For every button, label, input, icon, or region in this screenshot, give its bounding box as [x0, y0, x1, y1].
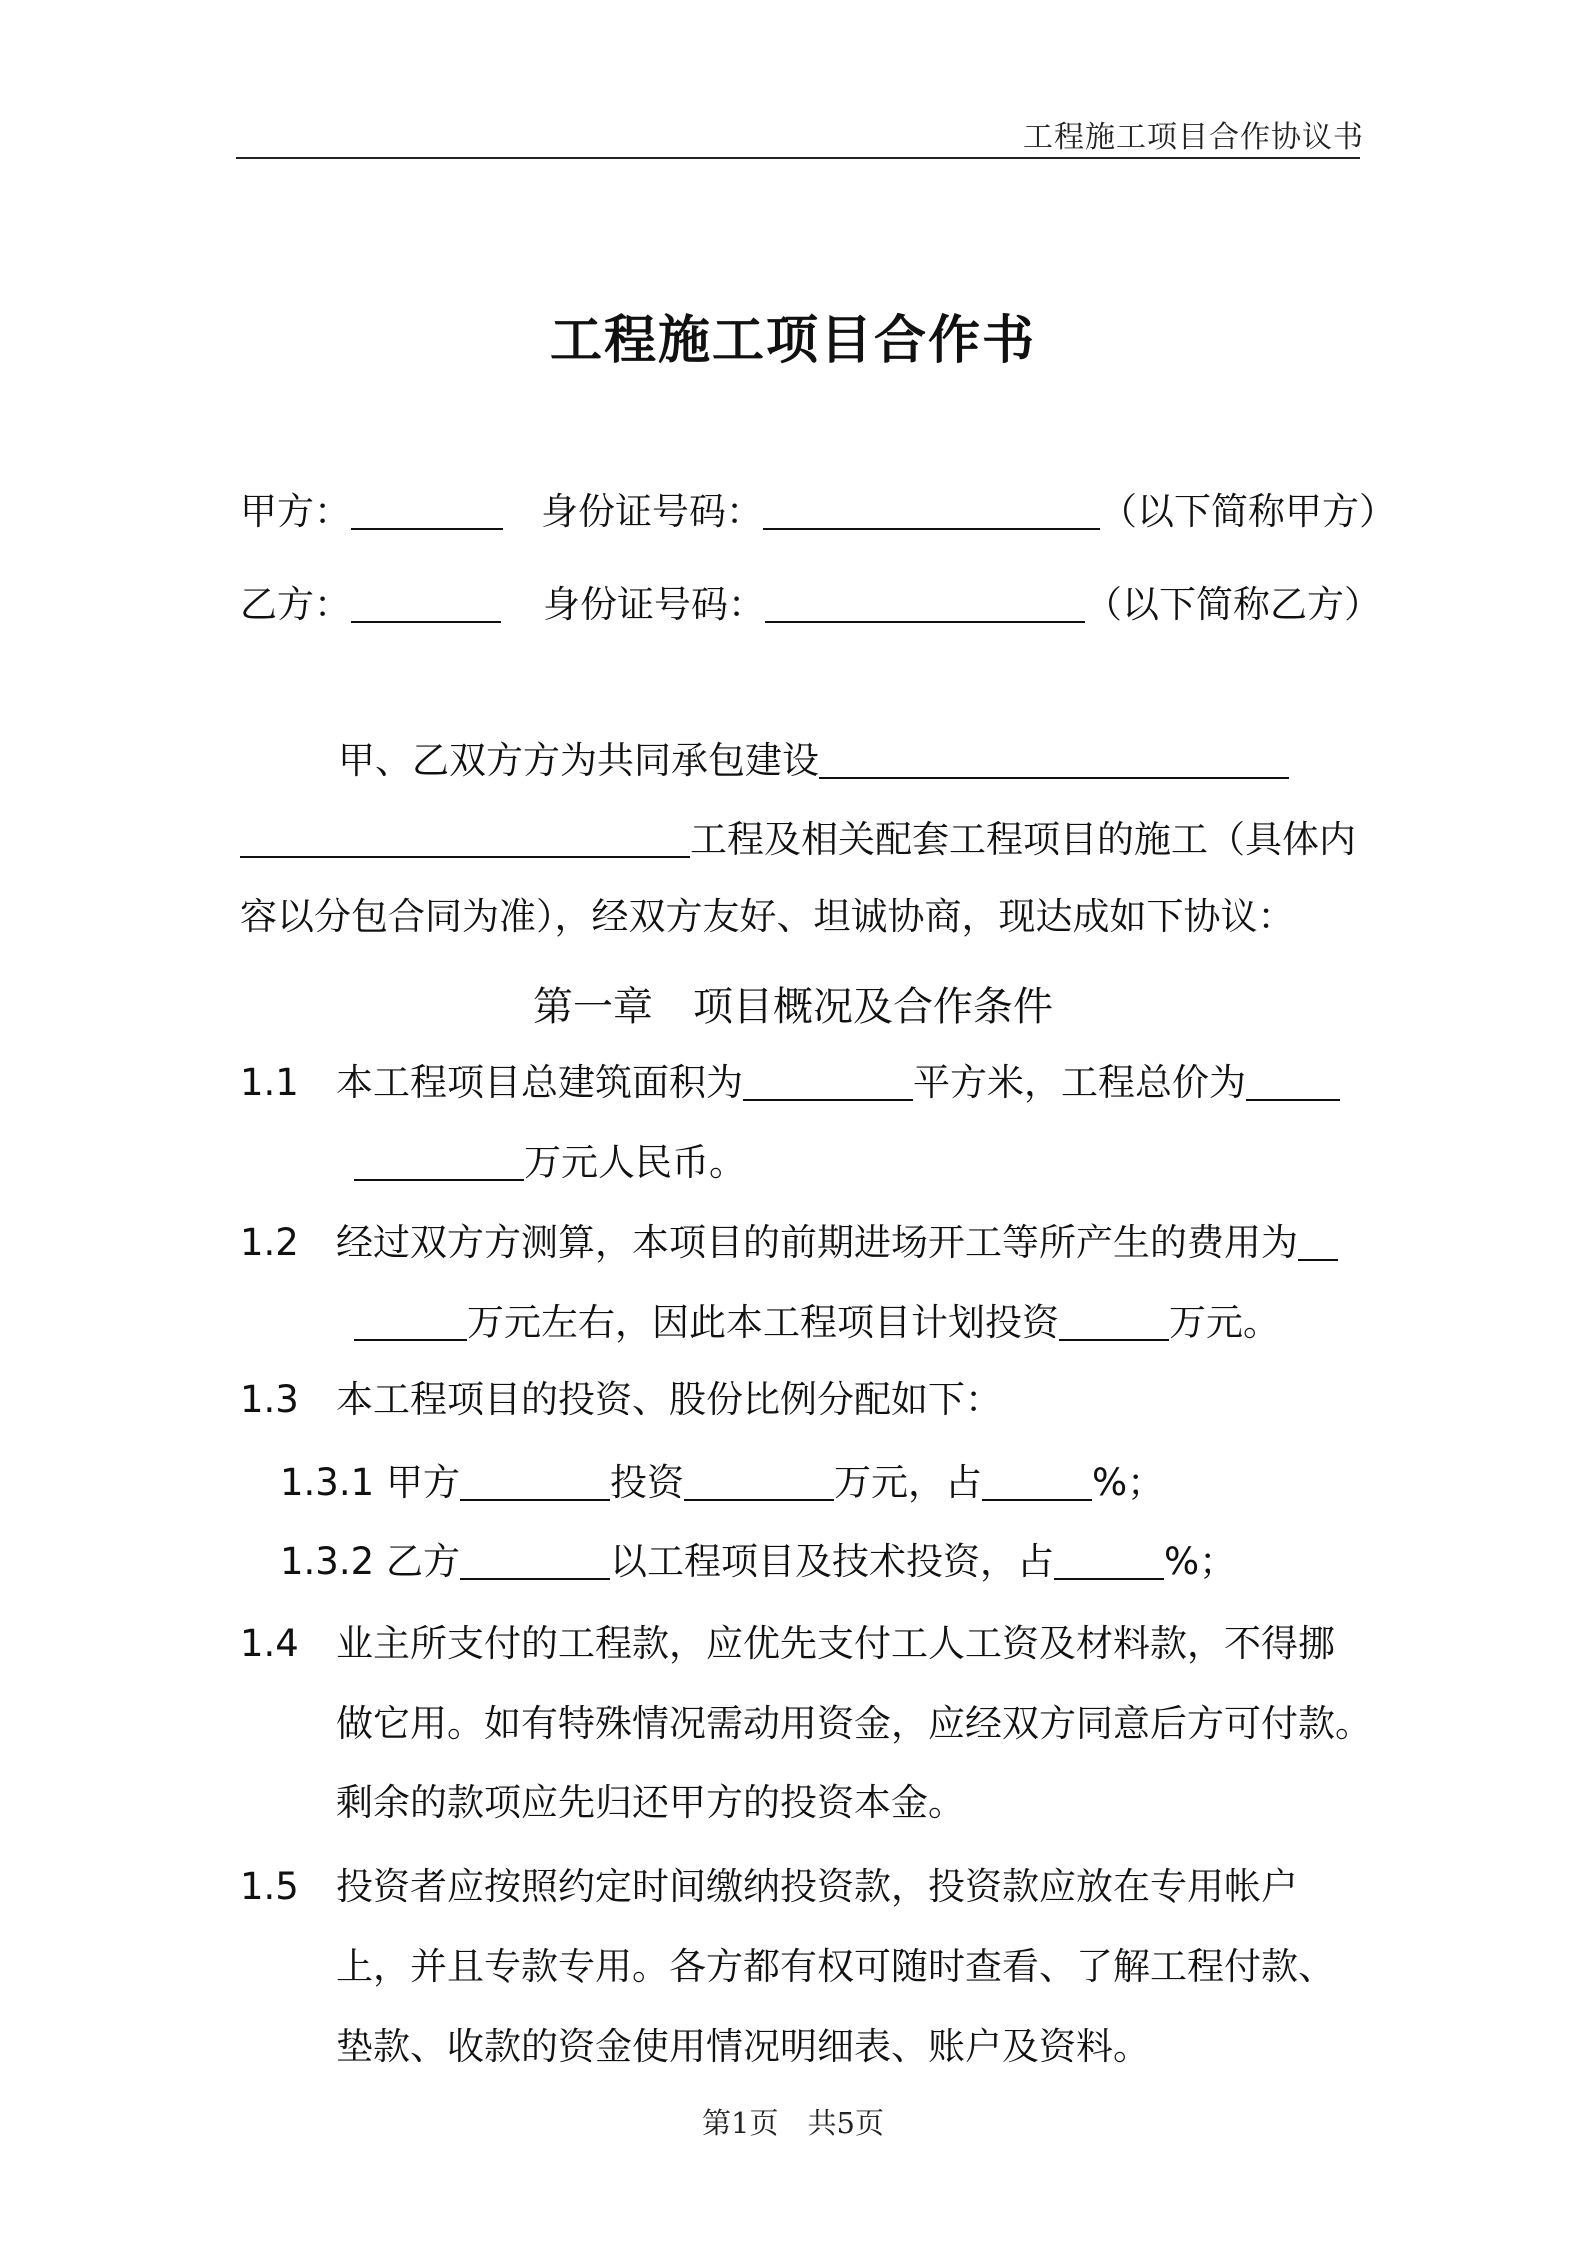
- party-a-label: 甲方：: [240, 490, 351, 533]
- clause-text: %；: [1164, 1540, 1237, 1583]
- party-a-name-blank: [460, 1461, 610, 1501]
- running-header: 工程施工项目合作协议书: [1023, 120, 1364, 155]
- total-price-blank: [1246, 1061, 1340, 1101]
- clause-1-1: [240, 1061, 1340, 1104]
- clause-1-1-cont: [354, 1141, 746, 1184]
- party-b-line: [240, 583, 1381, 626]
- preamble-line-2: [240, 818, 1356, 861]
- clause-text: 万元人民币。: [524, 1141, 746, 1184]
- clause-text: 本工程项目总建筑面积为: [336, 1061, 743, 1104]
- party-a-investment-blank: [684, 1461, 834, 1501]
- clause-text: 万元左右，因此本工程项目计划投资: [467, 1301, 1059, 1344]
- clause-text: 万元。: [1169, 1301, 1280, 1344]
- clause-1-4: [240, 1622, 1335, 1665]
- party-a-line: [240, 490, 1396, 533]
- clause-number: 1.3.1: [280, 1461, 375, 1504]
- clause-1-3-1: [280, 1461, 1165, 1504]
- clause-1-2: [240, 1221, 1338, 1264]
- preamble-text-1: 甲、乙双方方为共同承包建设: [338, 739, 819, 782]
- clause-number: 1.5: [240, 1865, 299, 1908]
- clause-number: 1.1: [240, 1061, 299, 1104]
- clause-text: 经过双方方测算，本项目的前期进场开工等所产生的费用为: [336, 1221, 1298, 1264]
- clause-text: 乙方: [386, 1540, 460, 1583]
- clause-number: 1.2: [240, 1221, 299, 1264]
- clause-text: 投资者应按照约定时间缴纳投资款，投资款应放在专用帐户: [336, 1865, 1298, 1908]
- clause-1-2-cont: [354, 1301, 1280, 1344]
- clause-text: 甲方: [386, 1461, 460, 1504]
- party-b-suffix: （以下简称乙方）: [1085, 583, 1381, 626]
- clause-number: 1.4: [240, 1622, 299, 1665]
- party-a-name-blank: [351, 490, 503, 530]
- clause-text: 投资: [610, 1461, 684, 1504]
- project-name-blank-2: [240, 818, 690, 858]
- clause-1-3: [240, 1378, 1002, 1421]
- clause-1-5: [240, 1865, 1298, 1908]
- clause-text: %；: [1092, 1461, 1165, 1504]
- clause-number: 1.3.2: [280, 1540, 375, 1583]
- clause-number: 1.3: [240, 1378, 299, 1421]
- clause-1-3-2: [280, 1540, 1237, 1583]
- party-a-id-label: 身份证号码：: [541, 490, 763, 533]
- page-footer: 第1页 共5页: [702, 2106, 884, 2140]
- preamble-text-2: 工程及相关配套工程项目的施工（具体内: [690, 818, 1356, 861]
- planned-investment-blank: [1059, 1301, 1169, 1341]
- preamble-line-3: 容以分包合同为准），经双方友好、坦诚协商，现达成如下协议：: [240, 895, 1295, 938]
- clause-1-5-line-2: 上，并且专款专用。各方都有权可随时查看、了解工程付款、: [336, 1945, 1335, 1988]
- clause-1-4-line-2: 做它用。如有特殊情况需动用资金，应经双方同意后方可付款。: [336, 1702, 1372, 1745]
- clause-text: 平方米，工程总价为: [913, 1061, 1246, 1104]
- document-title: 工程施工项目合作书: [549, 311, 1036, 371]
- header-rule: [236, 157, 1360, 159]
- clause-text: 本工程项目的投资、股份比例分配如下：: [336, 1378, 1002, 1421]
- party-b-name-blank: [460, 1540, 610, 1580]
- project-name-blank: [819, 739, 1289, 779]
- party-b-label: 乙方：: [240, 583, 351, 626]
- party-a-share-blank: [982, 1461, 1092, 1501]
- clause-text: 业主所支付的工程款，应优先支付工人工资及材料款，不得挪: [336, 1622, 1335, 1665]
- clause-text: 以工程项目及技术投资，占: [610, 1540, 1054, 1583]
- clause-text: 万元，占: [834, 1461, 982, 1504]
- party-b-share-blank: [1054, 1540, 1164, 1580]
- party-b-name-blank: [351, 583, 501, 623]
- chapter-heading: 第一章 项目概况及合作条件: [533, 984, 1053, 1030]
- upfront-cost-blank: [1298, 1221, 1338, 1261]
- party-b-id-label: 身份证号码：: [543, 583, 765, 626]
- area-blank: [743, 1061, 913, 1101]
- clause-1-4-line-3: 剩余的款项应先归还甲方的投资本金。: [336, 1781, 965, 1824]
- clause-1-5-line-3: 垫款、收款的资金使用情况明细表、账户及资料。: [336, 2025, 1150, 2068]
- total-price-blank-2: [354, 1141, 524, 1181]
- party-a-suffix: （以下简称甲方）: [1100, 490, 1396, 533]
- upfront-cost-blank-2: [354, 1301, 467, 1341]
- party-b-id-blank: [765, 583, 1085, 623]
- party-a-id-blank: [763, 490, 1100, 530]
- preamble-line-1: [338, 739, 1289, 782]
